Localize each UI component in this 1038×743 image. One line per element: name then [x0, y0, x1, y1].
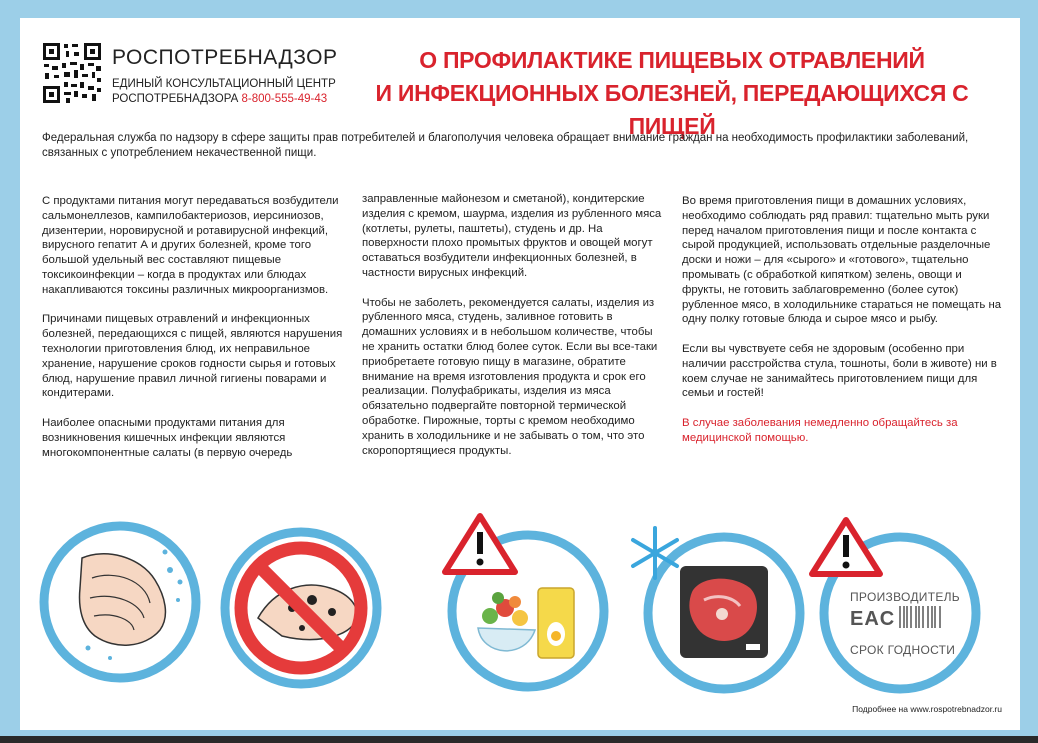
bottom-bar: [0, 736, 1038, 743]
column1-paragraph-3: Наиболее опасными продуктами питания для возникновения кишечных инфекции являются многокомпонентные салаты (в первую очередь: [42, 416, 293, 459]
consult-center-line-2: [112, 93, 327, 105]
column2-paragraph-2: Чтобы не заболеть, рекомендуется салаты, изделия из рубленного мяса, студень, заливное готовить в домашних условиях и в небольшом количестве, чтобы не хранить остатки блюд более суток. Если вы все-таки приобретаете готовую пищу в магазине, обратите внимание на время изготовления продукта и срок его реализации. Полуфабрикаты, изделия из мяса обязательно подвергайте повторной термической обработке. Пирожные, торты с кремом необходимо хранить в холодильнике и не забывать о том, что это скоропортящиеся продукты.: [362, 296, 658, 457]
title-line-2: И ИНФЕКЦИОННЫХ БОЛЕЗНЕЙ, ПЕРЕДАЮЩИХСЯ С ПИЩЕЙ: [375, 80, 969, 139]
text-column-1: [42, 194, 352, 475]
label-expiry: СРОК ГОДНОСТИ: [850, 643, 956, 657]
org-name: РОСПОТРЕБНАДЗОР: [112, 46, 338, 69]
column3-paragraph-2: Если вы чувствуете себя не здоровым (особенно при наличии расстройства стула, тошноты, боли в животе) ни в коем случае не занимайтесь приготовлением пищи для семьи и гостей!: [682, 342, 997, 400]
washing-hands-icon: [44, 526, 196, 678]
poster-sheet: [20, 18, 1020, 730]
label-producer: ПРОИЗВОДИТЕЛЬ: [850, 590, 960, 604]
hotline-phone: 8-800-555-49-43: [241, 93, 328, 105]
salad-warning-icon: [445, 516, 604, 687]
column3-paragraph-1: Во время приготовления пищи в домашних условиях, необходимо соблюдать ряд правил: тщательно мыть руки перед началом приготовления пищи и после контакта с сырой продукцией, использовать отдельные разделочные доски и ножи – для «сырого» и «готового», тщательно промывать (с обработкой кипятком) зелень, овощи и фрукты, не готовить заблаговременно (более суток) рубленное мясо, в холодильнике стараться не помещать на одну полку готовые блюда и сырое мясо и рыбу.: [682, 195, 1002, 326]
column1-paragraph-1: С продуктами питания могут передаваться возбудители сальмонеллезов, кампилобактериозов, иерсиниозов, дизентерии, норовирусной и ротавирусной инфекций, вирусного гепатит А и других болезней, кроме того большой удельный вес составляют пищевые токсикоинфекции – когда в продуктах или блюдах накапливаются токсины различных микроорганизмов.: [42, 195, 339, 296]
frozen-meat-icon: [633, 528, 800, 689]
text-column-2: [362, 192, 667, 473]
product-label-icon: [812, 520, 976, 689]
consult-center-line: ЕДИНЫЙ КОНСУЛЬТАЦИОННЫЙ ЦЕНТР: [112, 78, 336, 90]
column3-warning: В случае заболевания немедленно обращайтесь за медицинской помощью.: [682, 416, 958, 444]
footer-link[interactable]: Подробнее на www.rospotrebnadzor.ru: [852, 704, 1002, 714]
text-column-3: [682, 194, 1004, 460]
column2-paragraph-1: заправленные майонезом и сметаной), кондитерские изделия с кремом, шаурма, изделия из рубленного мяса (котлеты, рулеты, паштеты), студень и др. На поверхности плохо промытых фруктов и овощей могут оставаться возбудители инфекционных болезней, в частности вирусных инфекций.: [362, 193, 662, 279]
qr-code-icon: [42, 42, 102, 104]
dirty-hands-prohibited-icon: [225, 532, 377, 684]
eac-mark: EAC: [850, 608, 896, 630]
column1-paragraph-2: Причинами пищевых отравлений и инфекционных болезней, передающихся с пищей, являются нарушения технологии приготовления блюд, их неправильное хранение, нарушение сроков годности сырья и готовых блюд, нарушение правил личной гигиены поварами и кондитерами.: [42, 313, 343, 400]
page-title: [336, 44, 1008, 143]
intro-paragraph: Федеральная служба по надзору в сфере защиты прав потребителей и благополучия человека обращает внимание граждан на необходимость профилактики заболеваний, связанных с употреблением некачественной пищи.: [42, 132, 969, 159]
title-line-1: О ПРОФИЛАКТИКЕ ПИЩЕВЫХ ОТРАВЛЕНИЙ: [419, 47, 925, 73]
consult-center-org: РОСПОТРЕБНАДЗОРА: [112, 93, 239, 105]
